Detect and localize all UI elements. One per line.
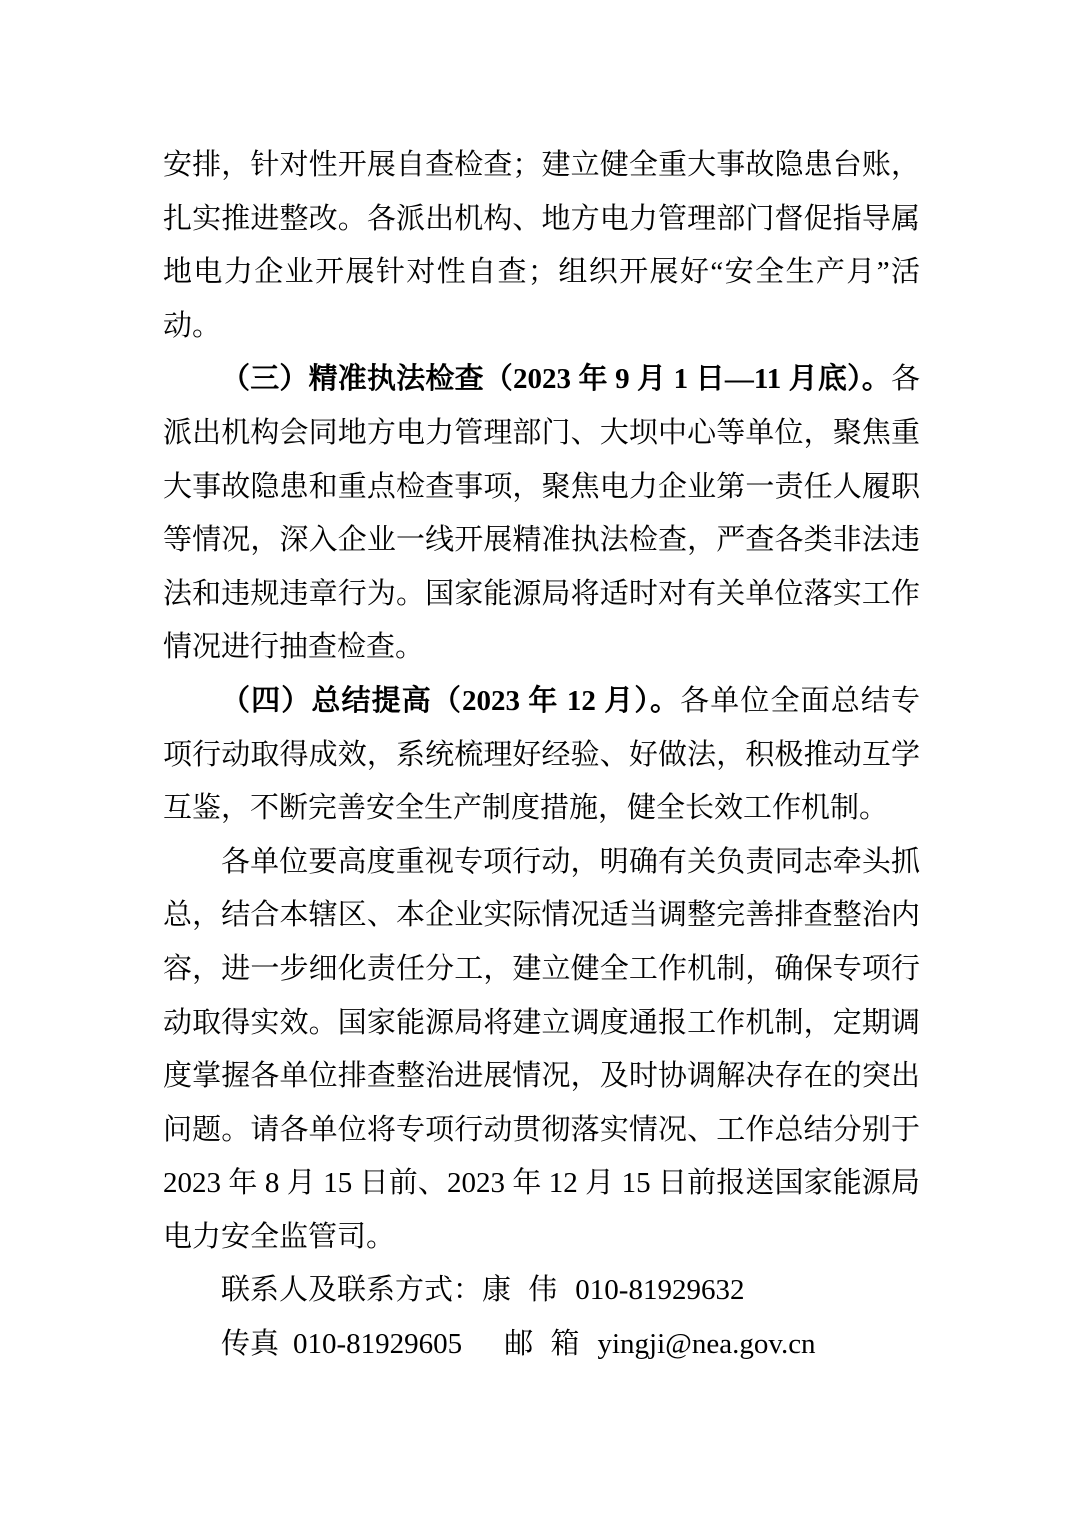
contact-label: 联系人及联系方式： <box>221 1274 483 1307</box>
section-four-heading: （四）总结提高（2023 年 12 月）。 <box>221 684 681 717</box>
email-address: yingji@nea.gov.cn <box>597 1328 816 1361</box>
contact-person-name: 康 伟 <box>482 1274 558 1307</box>
fax-email-line <box>163 1318 920 1372</box>
contact-phone-number: 010-81929632 <box>575 1274 745 1307</box>
fax-number: 010-81929605 <box>293 1328 463 1361</box>
section-three-body: 各派出机构会同地方电力管理部门、大坝中心等单位，聚焦重大事故隐患和重点检查事项，聚焦电力企业第一责任人履职等情况，深入企业一线开展精准执法检查，严查各类非法违法和违规违章行为。国家能源局将适时对有关单位落实工作情况进行抽查检查。 <box>163 363 920 664</box>
contact-line <box>163 1264 920 1318</box>
email-label: 邮 箱 <box>504 1328 580 1361</box>
fax-label: 传真 <box>221 1328 280 1361</box>
paragraph-section-four <box>163 675 920 836</box>
section-four-body: 各单位全面总结专项行动取得成效，系统梳理好经验、好做法，积极推动互学互鉴，不断完善安全生产制度措施，健全长效工作机制。 <box>163 684 920 825</box>
section-three-heading: （三）精准执法检查（2023 年 9 月 1 日—11 月底）。 <box>221 363 891 396</box>
paragraph-section-three <box>163 353 920 675</box>
paragraph-closing: 各单位要高度重视专项行动，明确有关负责同志牵头抓总，结合本辖区、本企业实际情况适当调整完善排查整治内容，进一步细化责任分工，建立健全工作机制，确保专项行动取得实效。国家能源局将建立调度通报工作机制，定期调度掌握各单位排查整治进展情况，及时协调解决存在的突出问题。请各单位将专项行动贯彻落实情况、工作总结分别于 2023 年 8 月 15 日前、2023 年 12 月 15 日前报送国家能源局电力安全监管司。 <box>163 845 920 1253</box>
paragraph-continuation: 安排，针对性开展自查检查；建立健全重大事故隐患台账，扎实推进整改。各派出机构、地方电力管理部门督促指导属地电力企业开展针对性自查；组织开展好“安全生产月”活动。 <box>163 149 920 342</box>
document-body <box>163 139 920 1372</box>
